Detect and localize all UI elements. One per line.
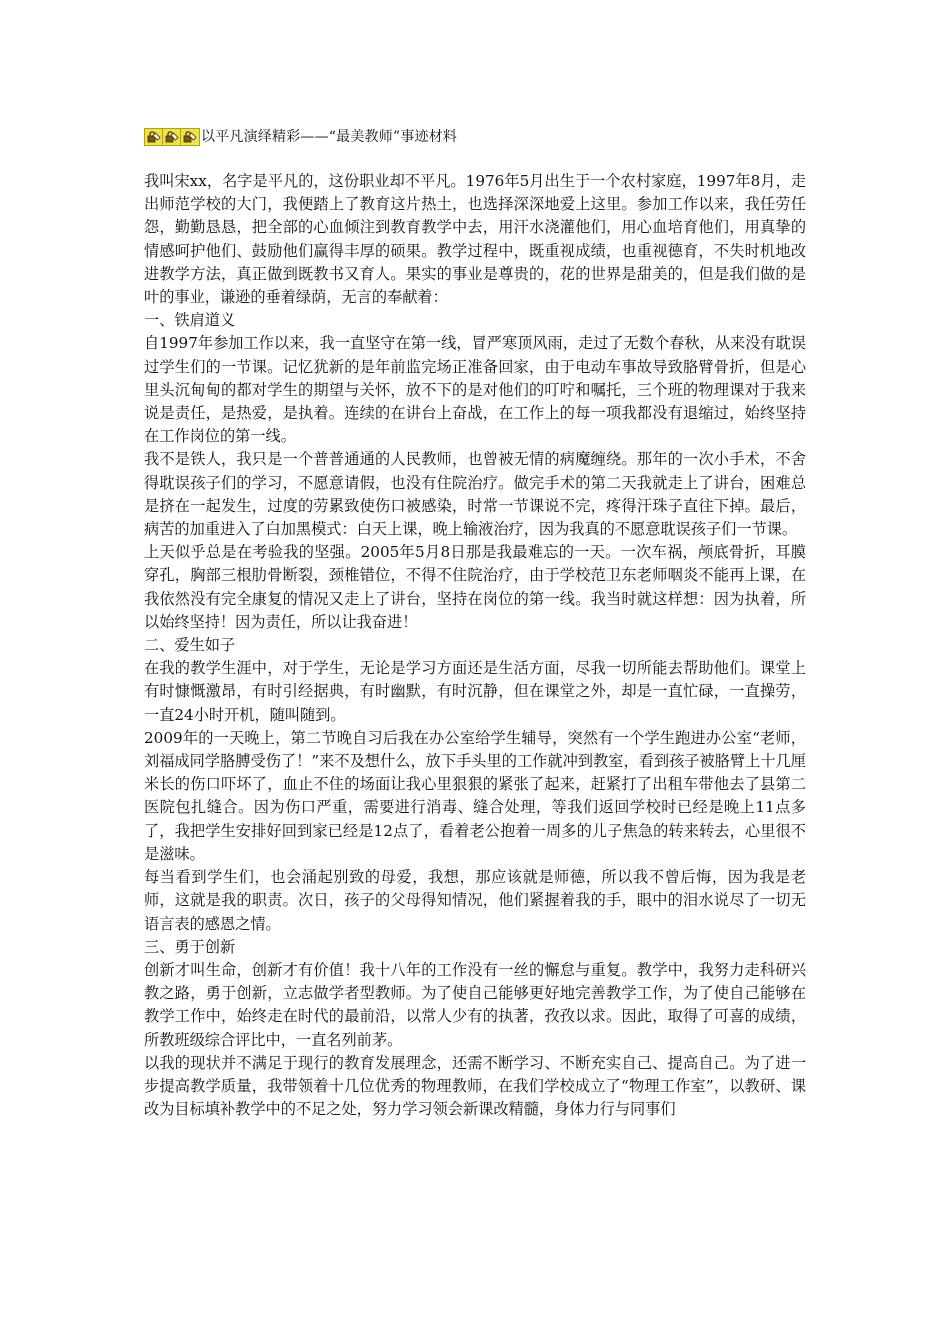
paragraph: 我叫宋xx，名字是平凡的，这份职业却不平凡。1976年5月出生于一个农村家庭，1997年8月，走出师范学校的大门，我便踏上了教育这片热土，也选择深深地爱上这里。参加工作以来，我任劳任怨，勤勤恳恳，把全部的心血倾注到教育教学中去，用汗水浇灌他们，用心血培育他们，用真挚的情感呵护他们、鼓励他们赢得丰厚的硕果。教学过程中，既重视成绩，也重视德育，不失时机地改进教学方法，真正做到既教书又育人。果实的事业是尊贵的，花的世界是甜美的，但是我们做的是叶的事业，谦逊的垂着绿荫，无言的奉献着： (144, 172, 806, 307)
paragraph: 2009年的一天晚上，第二节晚自习后我在办公室给学生辅导，突然有一个学生跑进办公室“老师，刘福成同学胳膊受伤了！”来不及想什么，放下手头里的工作就冲到教室，看到孩子被胳臂上十几厘米长的伤口吓坏了，血止不住的场面让我心里狠狠的紧张了起来，赶紧打了出租车带他去了县第二医院包扎缝合。因为伤口严重，需要进行消毒、缝合处理，等我们返回学校时已经是晚上11点多了，我把学生安排好回到家已经是12点了，看着老公抱着一周多的儿子焦急的转来转去，心里很不是滋味。 (144, 728, 806, 863)
unlock-icon (181, 129, 199, 145)
document-title: 以平凡演绎精彩——“最美教师”事迹材料 (201, 129, 458, 145)
section-heading: 一、铁肩道义 (144, 311, 236, 330)
paragraph: 上天似乎总是在考验我的坚强。2005年5月8日那是我最难忘的一天。一次车祸，颅底骨折，耳膜穿孔，胸部三根肋骨断裂，颈椎错位，不得不住院治疗，由于学校范卫东老师咽炎不能再上课，在我依然没有完全康复的情况又走上了讲台，坚持在岗位的第一线。我当时就这样想：因为执着，所以始终坚持！因为责任，所以让我奋进！ (144, 543, 806, 631)
section-heading: 二、爱生如子 (144, 636, 236, 655)
document-title-row (144, 126, 806, 148)
paragraph: 自1997年参加工作以来，我一直坚守在第一线，冒严寒顶风雨，走过了无数个春秋，从来没有耽误过学生们的一节课。记忆犹新的是年前监完场正准备回家，由于电动车事故导致胳臂骨折，但是心里头沉甸甸的都对学生的期望与关怀，放不下的是对他们的叮咛和嘱托，三个班的物理课对于我来说是责任，是热爱，是执着。连续的在讲台上奋战，在工作上的每一项我都没有退缩过，始终坚持在工作岗位的第一线。 (144, 334, 806, 446)
paragraph: 创新才叫生命，创新才有价值！我十八年的工作没有一丝的懈怠与重复。教学中，我努力走科研兴教之路，勇于创新，立志做学者型教师。为了使自己能够更好地完善教学工作，为了使自己能够在教学工作中，始终走在时代的最前沿，以常人少有的执著，孜孜以求。因此，取得了可喜的成绩，所教班级综合评比中，一直名列前茅。 (144, 960, 806, 1049)
document-page (144, 126, 806, 1121)
paragraph: 以我的现状并不满足于现行的教育发展理念，还需不断学习、不断充实自己、提高自己。为了进一步提高教学质量，我带领着十几位优秀的物理教师，在我们学校成立了“物理工作室”，以教研、课改为目标填补教学中的不足之处，努力学习领会新课改精髓，身体力行与同事们 (144, 1053, 806, 1119)
section-heading: 三、勇于创新 (144, 937, 236, 956)
paragraph: 在我的教学生涯中，对于学生，无论是学习方面还是生活方面，尽我一切所能去帮助他们。课堂上有时慷慨激昂，有时引经据典，有时幽默，有时沉静，但在课堂之外，却是一直忙碌，一直操劳，一直24小时开机，随叫随到。 (144, 659, 806, 724)
unlock-icon (163, 129, 181, 145)
unlock-icon (145, 129, 163, 145)
paragraph: 每当看到学生们，也会涌起别致的母爱，我想，那应该就是师德，所以我不曾后悔，因为我是老师，这就是我的职责。次日，孩子的父母得知情况，他们紧握着我的手，眼中的泪水说尽了一切无语言表的感恩之情。 (144, 868, 806, 933)
paragraph: 我不是铁人，我只是一个普普通通的人民教师，也曾被无情的病魔缠绕。那年的一次小手术，不舍得耽误孩子们的学习，不愿意请假，也没有住院治疗。做完手术的第二天我就走上了讲台，困难总是挤在一起发生，过度的劳累致使伤口被感染，时常一节课说不完，疼得汗珠子直往下掉。最后，病苦的加重进入了白加黑模式：白天上课，晚上输液治疗，因为我真的不愿意耽误孩子们一节课。 (144, 450, 806, 539)
document-body (144, 170, 806, 1121)
title-icon-strip (144, 128, 200, 146)
